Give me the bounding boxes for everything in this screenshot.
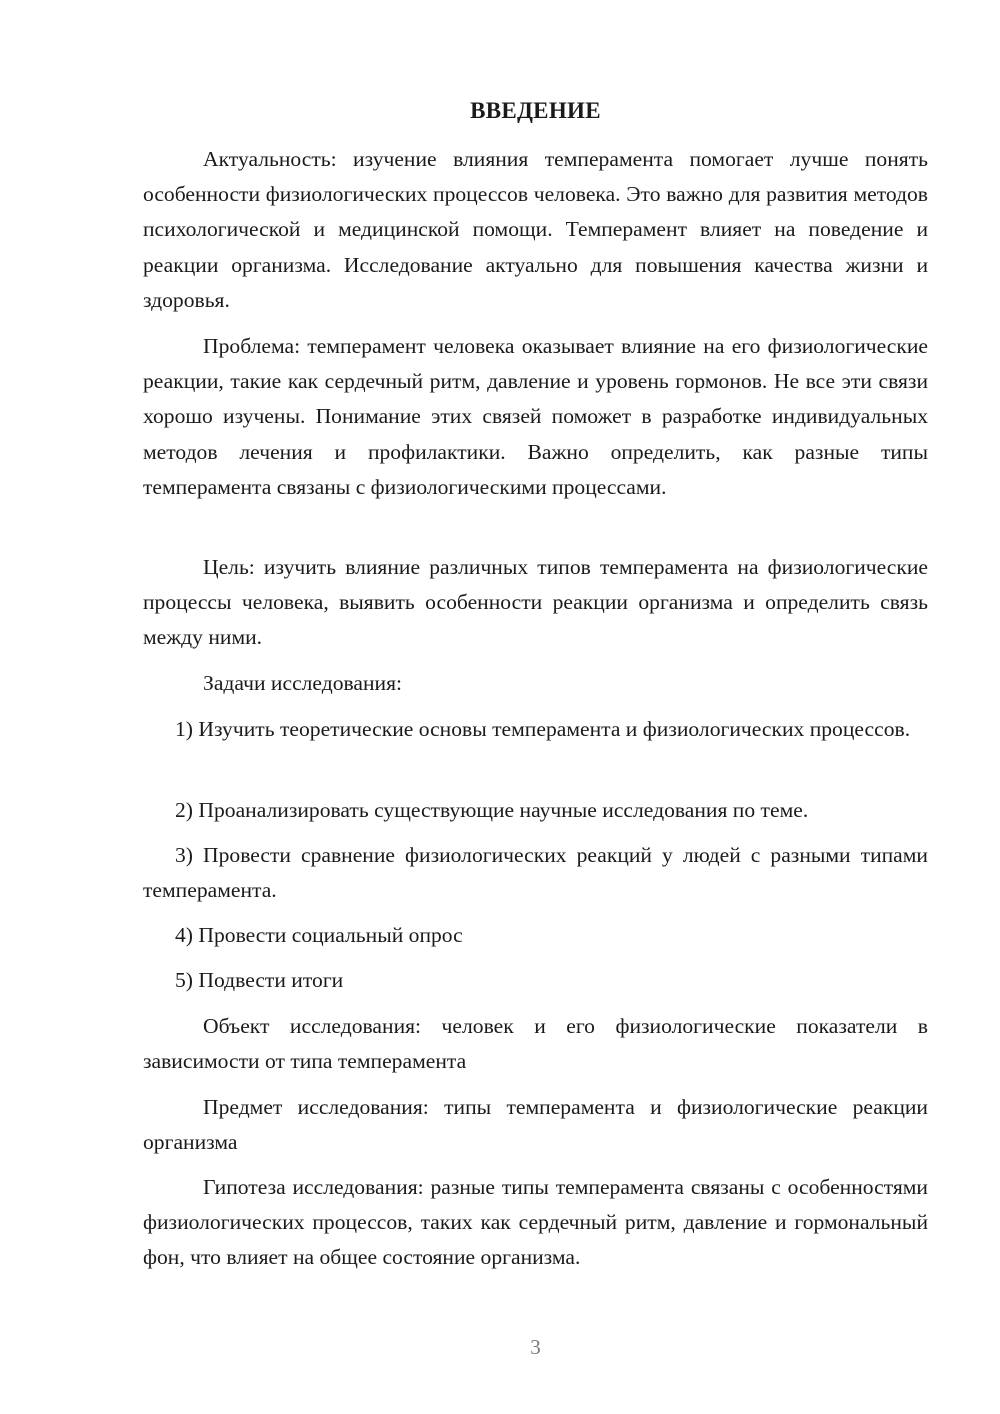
task-item-2: 2) Проанализировать существующие научные исследования по теме. (175, 798, 809, 822)
task-item-5: 5) Подвести итоги (175, 968, 344, 992)
paragraph-problem: Проблема: темперамент человека оказывает влияние на его физиологические реакции, такие как сердечный ритм, давление и уровень гормонов. Не все эти связи хорошо изучены. Понимание этих связей поможет в разработке индивидуальных методов лечения и профилактики. Важно определить, как разные типы темперамента связаны с физиологическими процессами. (143, 334, 928, 499)
task-item-3: 3) Провести сравнение физиологических реакций у людей с разными типами темперамента. (143, 843, 928, 903)
task-item-1: 1) Изучить теоретические основы темперамента и физиологических процессов. (175, 717, 911, 741)
document-page (143, 0, 928, 1414)
paragraph-relevance: Актуальность: изучение влияния темперамента помогает лучше понять особенности физиологических процессов человека. Это важно для развития методов психологической и медицинской помощи. Темперамент влияет на поведение и реакции организма. Исследование актуально для повышения качества жизни и здоровья. (143, 147, 928, 312)
paragraph-goal: Цель: изучить влияние различных типов темперамента на физиологические процессы человека, выявить особенности реакции организма и определить связь между ними. (143, 555, 928, 650)
paragraph-object: Объект исследования: человек и его физиологические показатели в зависимости от типа темперамента (143, 1014, 928, 1074)
page-number: 3 (530, 1335, 541, 1359)
task-item-4: 4) Провести социальный опрос (175, 923, 463, 947)
paragraph-hypothesis: Гипотеза исследования: разные типы темперамента связаны с особенностями физиологических процессов, таких как сердечный ритм, давление и гормональный фон, что влияет на общее состояние организма. (143, 1175, 928, 1270)
paragraph-subject: Предмет исследования: типы темперамента и физиологические реакции организма (143, 1095, 928, 1155)
section-title: ВВЕДЕНИЕ (470, 98, 601, 123)
tasks-heading: Задачи исследования: (203, 671, 403, 695)
